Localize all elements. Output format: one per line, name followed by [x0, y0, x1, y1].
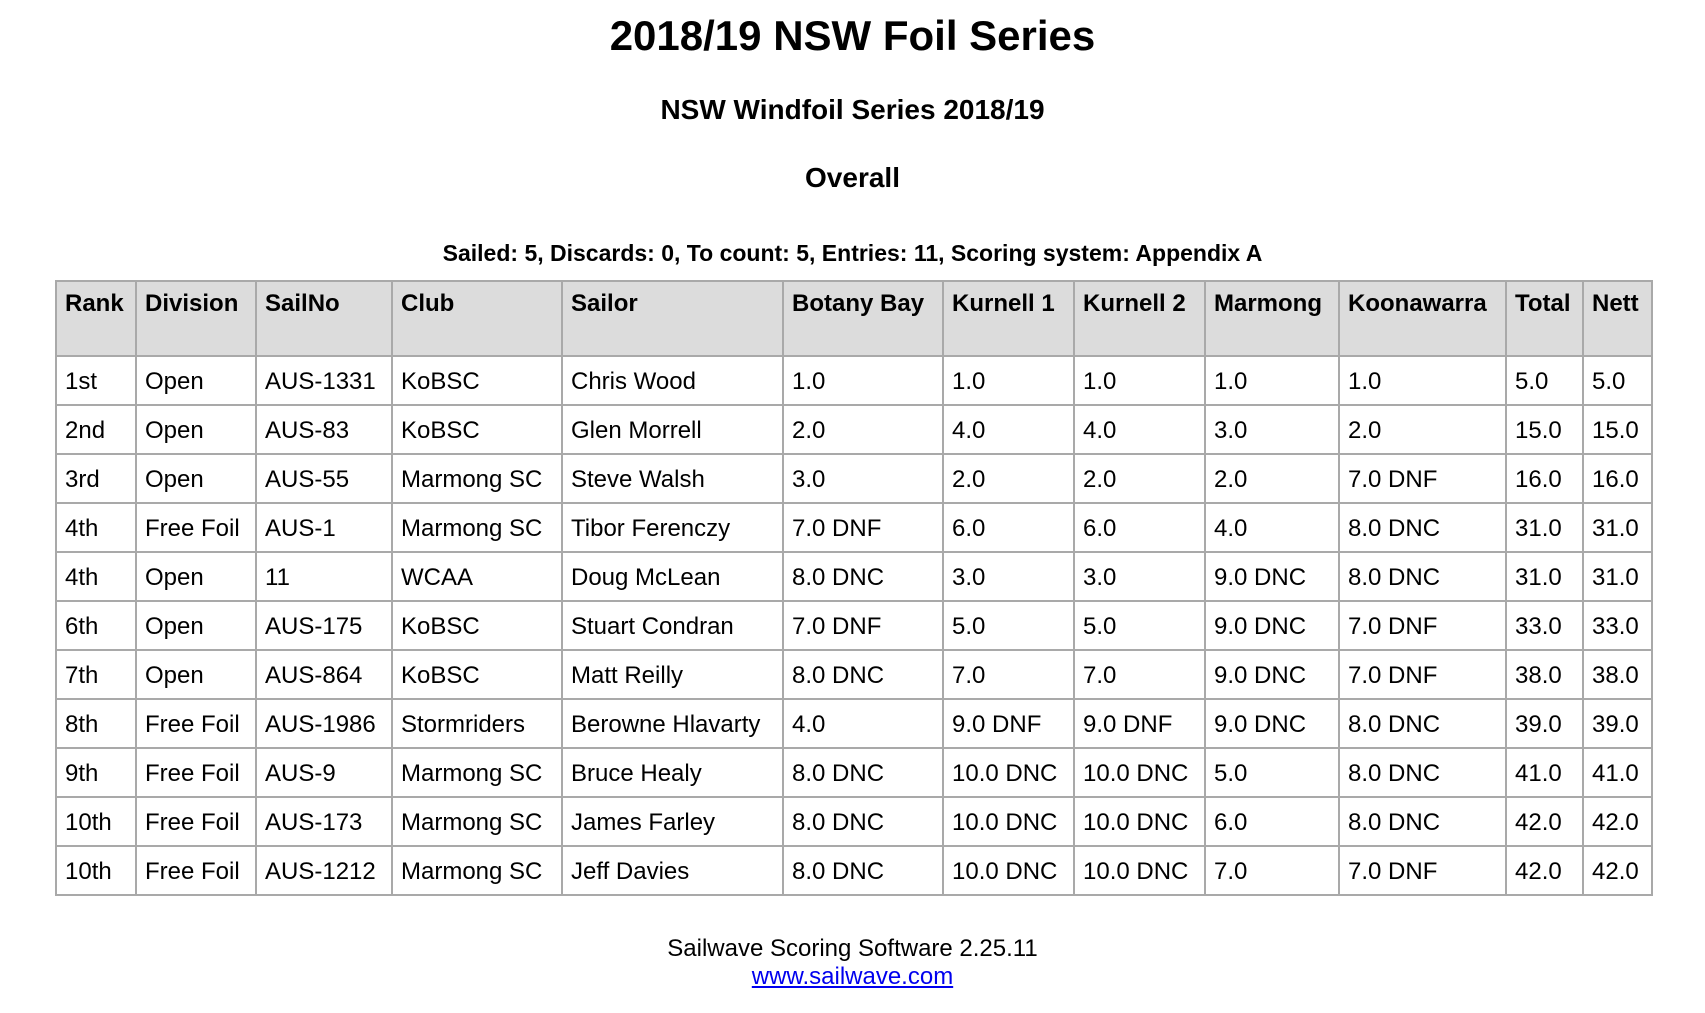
- cell-total: 5.0: [1506, 356, 1583, 405]
- table-row: [56, 797, 1652, 846]
- cell-kurnell-2: 7.0: [1074, 650, 1205, 699]
- cell-division: Open: [136, 356, 256, 405]
- cell-rank: 7th: [56, 650, 136, 699]
- cell-total: 31.0: [1506, 552, 1583, 601]
- cell-sailno: AUS-9: [256, 748, 392, 797]
- cell-botany-bay: 8.0 DNC: [783, 552, 943, 601]
- cell-rank: 6th: [56, 601, 136, 650]
- cell-botany-bay: 8.0 DNC: [783, 748, 943, 797]
- cell-sailor: Bruce Healy: [562, 748, 783, 797]
- cell-botany-bay: 1.0: [783, 356, 943, 405]
- cell-club: Stormriders: [392, 699, 562, 748]
- cell-total: 31.0: [1506, 503, 1583, 552]
- cell-sailor: Stuart Condran: [562, 601, 783, 650]
- section-title: Overall: [805, 162, 900, 193]
- cell-division: Free Foil: [136, 846, 256, 895]
- cell-marmong: 9.0 DNC: [1205, 601, 1339, 650]
- header-rank: Rank: [56, 281, 136, 356]
- cell-nett: 31.0: [1583, 503, 1652, 552]
- cell-sailor: Doug McLean: [562, 552, 783, 601]
- cell-sailno: AUS-175: [256, 601, 392, 650]
- cell-rank: 1st: [56, 356, 136, 405]
- cell-sailor: Jeff Davies: [562, 846, 783, 895]
- cell-botany-bay: 4.0: [783, 699, 943, 748]
- cell-kurnell-2: 4.0: [1074, 405, 1205, 454]
- cell-nett: 42.0: [1583, 797, 1652, 846]
- cell-division: Free Foil: [136, 699, 256, 748]
- table-row: [56, 356, 1652, 405]
- cell-kurnell-1: 9.0 DNF: [943, 699, 1074, 748]
- cell-total: 39.0: [1506, 699, 1583, 748]
- cell-club: Marmong SC: [392, 797, 562, 846]
- cell-total: 16.0: [1506, 454, 1583, 503]
- table-row: [56, 748, 1652, 797]
- cell-nett: 16.0: [1583, 454, 1652, 503]
- cell-sailno: AUS-1: [256, 503, 392, 552]
- header-division: Division: [136, 281, 256, 356]
- cell-sailno: AUS-173: [256, 797, 392, 846]
- cell-marmong: 7.0: [1205, 846, 1339, 895]
- cell-division: Open: [136, 601, 256, 650]
- cell-division: Open: [136, 405, 256, 454]
- cell-kurnell-1: 10.0 DNC: [943, 748, 1074, 797]
- cell-nett: 5.0: [1583, 356, 1652, 405]
- cell-koonawarra: 8.0 DNC: [1339, 748, 1506, 797]
- cell-kurnell-2: 10.0 DNC: [1074, 846, 1205, 895]
- cell-botany-bay: 7.0 DNF: [783, 503, 943, 552]
- cell-sailor: Berowne Hlavarty: [562, 699, 783, 748]
- cell-marmong: 9.0 DNC: [1205, 699, 1339, 748]
- table-row: [56, 699, 1652, 748]
- cell-rank: 8th: [56, 699, 136, 748]
- table-header-row: [56, 281, 1652, 356]
- cell-kurnell-1: 2.0: [943, 454, 1074, 503]
- series-title: NSW Windfoil Series 2018/19: [660, 94, 1045, 125]
- cell-botany-bay: 3.0: [783, 454, 943, 503]
- header-sailno: SailNo: [256, 281, 392, 356]
- cell-sailno: AUS-1212: [256, 846, 392, 895]
- cell-kurnell-2: 1.0: [1074, 356, 1205, 405]
- cell-rank: 4th: [56, 503, 136, 552]
- cell-nett: 39.0: [1583, 699, 1652, 748]
- cell-kurnell-1: 6.0: [943, 503, 1074, 552]
- cell-koonawarra: 8.0 DNC: [1339, 797, 1506, 846]
- cell-rank: 9th: [56, 748, 136, 797]
- cell-total: 42.0: [1506, 846, 1583, 895]
- table-row: [56, 601, 1652, 650]
- cell-rank: 2nd: [56, 405, 136, 454]
- page-title: 2018/19 NSW Foil Series: [609, 12, 1096, 59]
- cell-kurnell-1: 7.0: [943, 650, 1074, 699]
- cell-koonawarra: 8.0 DNC: [1339, 699, 1506, 748]
- cell-marmong: 4.0: [1205, 503, 1339, 552]
- cell-total: 33.0: [1506, 601, 1583, 650]
- cell-botany-bay: 8.0 DNC: [783, 650, 943, 699]
- cell-kurnell-1: 5.0: [943, 601, 1074, 650]
- cell-marmong: 3.0: [1205, 405, 1339, 454]
- cell-botany-bay: 7.0 DNF: [783, 601, 943, 650]
- cell-club: KoBSC: [392, 601, 562, 650]
- cell-sailor: Chris Wood: [562, 356, 783, 405]
- header-nett: Nett: [1583, 281, 1652, 356]
- cell-division: Open: [136, 650, 256, 699]
- cell-koonawarra: 8.0 DNC: [1339, 552, 1506, 601]
- cell-nett: 42.0: [1583, 846, 1652, 895]
- results-body: [56, 356, 1652, 895]
- table-row: [56, 846, 1652, 895]
- cell-nett: 41.0: [1583, 748, 1652, 797]
- cell-rank: 10th: [56, 846, 136, 895]
- cell-total: 41.0: [1506, 748, 1583, 797]
- table-row: [56, 650, 1652, 699]
- header-race-koonawarra: Koonawarra: [1339, 281, 1506, 356]
- cell-nett: 33.0: [1583, 601, 1652, 650]
- cell-kurnell-2: 10.0 DNC: [1074, 748, 1205, 797]
- cell-sailno: AUS-83: [256, 405, 392, 454]
- cell-division: Free Foil: [136, 797, 256, 846]
- cell-club: Marmong SC: [392, 846, 562, 895]
- cell-club: KoBSC: [392, 405, 562, 454]
- cell-rank: 10th: [56, 797, 136, 846]
- cell-kurnell-2: 9.0 DNF: [1074, 699, 1205, 748]
- cell-club: KoBSC: [392, 650, 562, 699]
- cell-koonawarra: 8.0 DNC: [1339, 503, 1506, 552]
- cell-koonawarra: 1.0: [1339, 356, 1506, 405]
- sailwave-link[interactable]: www.sailwave.com: [751, 963, 954, 990]
- cell-kurnell-2: 2.0: [1074, 454, 1205, 503]
- cell-sailno: AUS-1986: [256, 699, 392, 748]
- header-sailor: Sailor: [562, 281, 783, 356]
- cell-koonawarra: 7.0 DNF: [1339, 650, 1506, 699]
- cell-division: Open: [136, 552, 256, 601]
- cell-sailno: 11: [256, 552, 392, 601]
- cell-koonawarra: 2.0: [1339, 405, 1506, 454]
- cell-club: Marmong SC: [392, 748, 562, 797]
- cell-nett: 15.0: [1583, 405, 1652, 454]
- cell-rank: 3rd: [56, 454, 136, 503]
- cell-club: WCAA: [392, 552, 562, 601]
- cell-marmong: 6.0: [1205, 797, 1339, 846]
- cell-division: Free Foil: [136, 748, 256, 797]
- cell-club: Marmong SC: [392, 503, 562, 552]
- cell-kurnell-1: 10.0 DNC: [943, 797, 1074, 846]
- footer: [0, 935, 1705, 991]
- cell-kurnell-2: 6.0: [1074, 503, 1205, 552]
- header-race-botany-bay: Botany Bay: [783, 281, 943, 356]
- cell-kurnell-2: 3.0: [1074, 552, 1205, 601]
- table-row: [56, 552, 1652, 601]
- cell-marmong: 9.0 DNC: [1205, 552, 1339, 601]
- table-row: [56, 503, 1652, 552]
- header-race-kurnell-2: Kurnell 2: [1074, 281, 1205, 356]
- cell-koonawarra: 7.0 DNF: [1339, 846, 1506, 895]
- cell-sailno: AUS-864: [256, 650, 392, 699]
- cell-sailor: Glen Morrell: [562, 405, 783, 454]
- cell-club: KoBSC: [392, 356, 562, 405]
- header-club: Club: [392, 281, 562, 356]
- cell-kurnell-2: 5.0: [1074, 601, 1205, 650]
- cell-marmong: 2.0: [1205, 454, 1339, 503]
- cell-sailor: Steve Walsh: [562, 454, 783, 503]
- cell-koonawarra: 7.0 DNF: [1339, 601, 1506, 650]
- cell-kurnell-2: 10.0 DNC: [1074, 797, 1205, 846]
- cell-botany-bay: 2.0: [783, 405, 943, 454]
- cell-total: 15.0: [1506, 405, 1583, 454]
- cell-sailor: Tibor Ferenczy: [562, 503, 783, 552]
- cell-kurnell-1: 10.0 DNC: [943, 846, 1074, 895]
- cell-koonawarra: 7.0 DNF: [1339, 454, 1506, 503]
- results-table: [55, 280, 1653, 896]
- cell-sailno: AUS-55: [256, 454, 392, 503]
- cell-kurnell-1: 1.0: [943, 356, 1074, 405]
- cell-botany-bay: 8.0 DNC: [783, 797, 943, 846]
- cell-kurnell-1: 4.0: [943, 405, 1074, 454]
- software-credit: Sailwave Scoring Software 2.25.11: [667, 935, 1038, 962]
- cell-marmong: 5.0: [1205, 748, 1339, 797]
- cell-kurnell-1: 3.0: [943, 552, 1074, 601]
- cell-marmong: 1.0: [1205, 356, 1339, 405]
- cell-rank: 4th: [56, 552, 136, 601]
- cell-division: Free Foil: [136, 503, 256, 552]
- cell-total: 42.0: [1506, 797, 1583, 846]
- header-race-kurnell-1: Kurnell 1: [943, 281, 1074, 356]
- cell-nett: 31.0: [1583, 552, 1652, 601]
- cell-total: 38.0: [1506, 650, 1583, 699]
- header-total: Total: [1506, 281, 1583, 356]
- cell-sailor: James Farley: [562, 797, 783, 846]
- cell-botany-bay: 8.0 DNC: [783, 846, 943, 895]
- header-race-marmong: Marmong: [1205, 281, 1339, 356]
- table-row: [56, 454, 1652, 503]
- cell-marmong: 9.0 DNC: [1205, 650, 1339, 699]
- cell-sailor: Matt Reilly: [562, 650, 783, 699]
- cell-sailno: AUS-1331: [256, 356, 392, 405]
- cell-division: Open: [136, 454, 256, 503]
- table-row: [56, 405, 1652, 454]
- cell-nett: 38.0: [1583, 650, 1652, 699]
- series-summary: Sailed: 5, Discards: 0, To count: 5, Entries: 11, Scoring system: Appendix A: [442, 240, 1263, 266]
- cell-club: Marmong SC: [392, 454, 562, 503]
